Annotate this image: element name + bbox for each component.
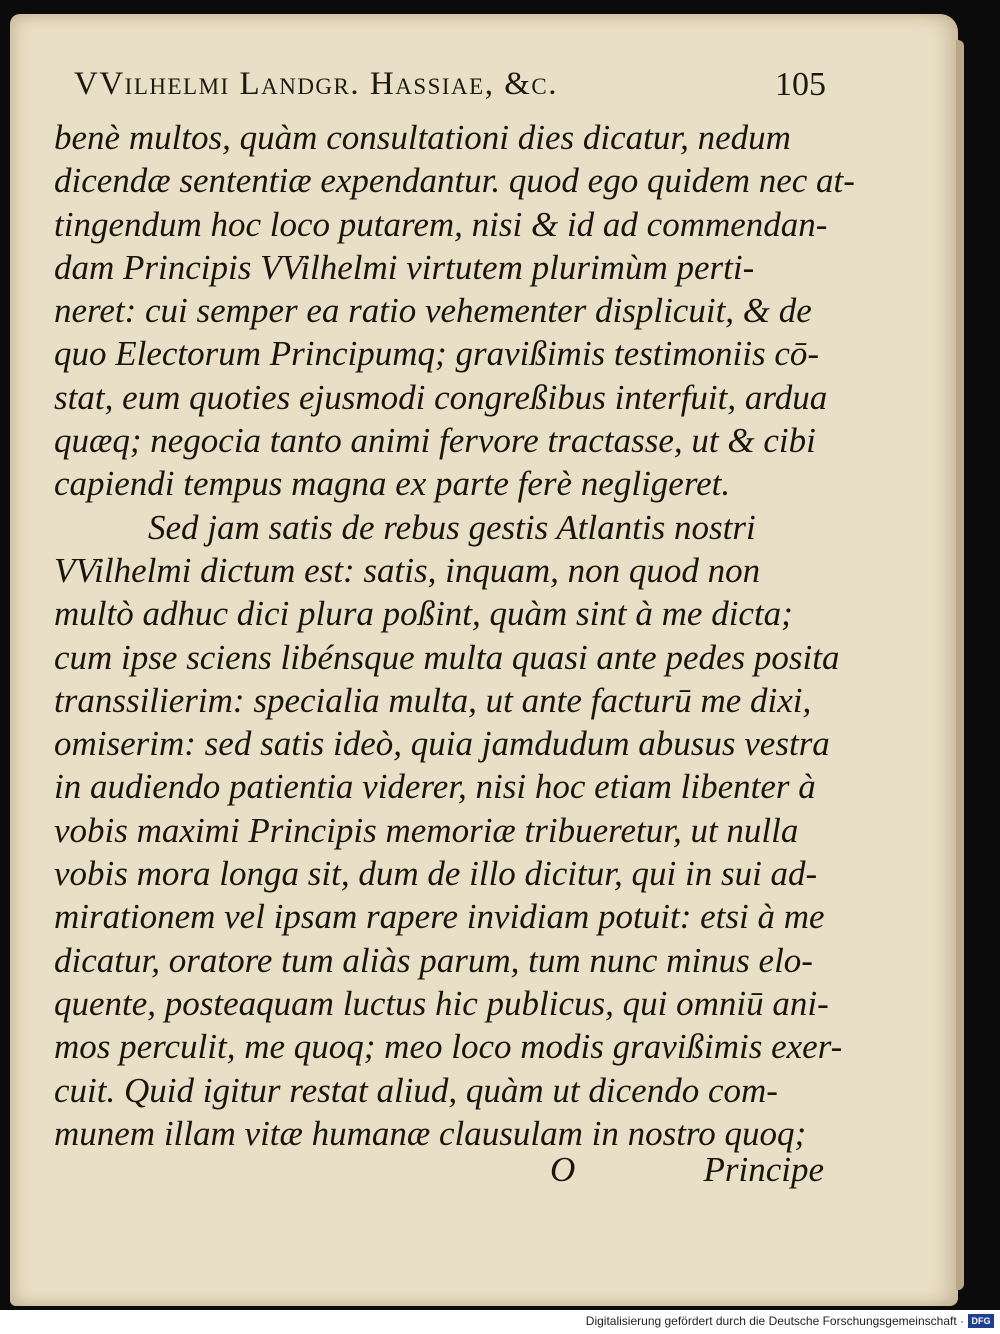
text-line: munem illam vitæ humanæ clausulam in nostro quoq; bbox=[54, 1113, 807, 1153]
signature-mark: O bbox=[550, 1150, 576, 1189]
text-line: stat, eum quoties ejusmodi congreßibus interfuit, ardua bbox=[54, 377, 828, 417]
catchword: Principe bbox=[703, 1150, 824, 1189]
dfg-logo-icon: DFG bbox=[968, 1314, 994, 1328]
text-line: quæq; negocia tanto animi fervore tractasse, ut & cibi bbox=[54, 421, 816, 461]
text-line: mirationem vel ipsam rapere invidiam potuit: etsi à me bbox=[54, 897, 825, 937]
paragraph-start-line: Sed jam satis de rebus gestis Atlantis nostri bbox=[148, 507, 756, 547]
text-line: dicendæ sententiæ expendantur. quod ego quidem nec at- bbox=[54, 161, 855, 201]
text-line: cum ipse sciens libénsque multa quasi ante pedes posita bbox=[54, 637, 840, 677]
text-line: VVilhelmi dictum est: satis, inquam, non quod non bbox=[54, 550, 761, 590]
text-line: neret: cui semper ea ratio vehementer displicuit, & de bbox=[54, 291, 812, 331]
page-edge bbox=[956, 40, 964, 1290]
text-line: quente, posteaquam luctus hic publicus, qui omniū ani- bbox=[54, 983, 829, 1023]
text-line: dicatur, oratore tum aliàs parum, tum nunc minus elo- bbox=[54, 940, 813, 980]
page-number: 105 bbox=[775, 66, 826, 103]
footer-bar bbox=[0, 1310, 1000, 1334]
text-line: omiserim: sed satis ideò, quia jamdudum abusus vestra bbox=[54, 724, 830, 764]
body-text bbox=[54, 116, 855, 1155]
text-line: quo Electorum Principumq; gravißimis testimoniis cō- bbox=[54, 334, 820, 374]
text-line: multò adhuc dici plura poßint, quàm sint à me dicta; bbox=[54, 594, 793, 634]
text-line: capiendi tempus magna ex parte ferè negligeret. bbox=[54, 464, 731, 504]
catchword-row bbox=[54, 1150, 824, 1200]
text-line: benè multos, quàm consultationi dies dicatur, nedum bbox=[54, 118, 791, 157]
text-line: vobis maximi Principis memoriæ tribueretur, ut nulla bbox=[54, 810, 799, 850]
text-line: vobis mora longa sit, dum de illo dicitur, qui in sui ad- bbox=[54, 854, 818, 894]
text-line: dam Principis VVilhelmi virtutem plurimùm perti- bbox=[54, 247, 755, 287]
running-title: VVilhelmi Landgr. Hassiae, &c. bbox=[74, 66, 558, 102]
text-line: in audiendo patientia viderer, nisi hoc etiam libenter à bbox=[54, 767, 816, 807]
text-line: cuit. Quid igitur restat aliud, quàm ut dicendo com- bbox=[54, 1070, 778, 1110]
text-line: tingendum hoc loco putarem, nisi & id ad commendan- bbox=[54, 204, 828, 244]
funding-credit: Digitalisierung gefördert durch die Deutsche Forschungsgemeinschaft · bbox=[585, 1314, 964, 1328]
page-header bbox=[74, 66, 834, 116]
text-line: transsilierim: specialia multa, ut ante facturū me dixi, bbox=[54, 680, 812, 720]
text-line: mos perculit, me quoq; meo loco modis gravißimis exer- bbox=[54, 1027, 843, 1067]
